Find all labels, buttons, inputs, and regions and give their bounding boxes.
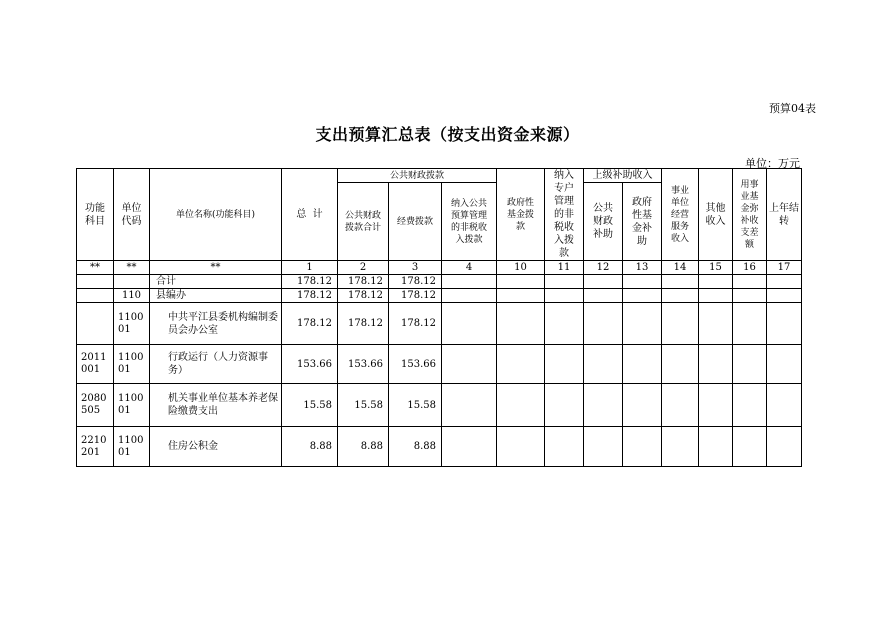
table-row-housing: [77, 427, 802, 467]
unit-name-cell: 中共平江县委机构编制委员会办公室: [150, 303, 282, 345]
index-cell: 2: [338, 261, 389, 275]
operating-funds-cell: 178.12: [389, 275, 442, 289]
total-cell: 178.12: [282, 303, 338, 345]
table-row-county: [77, 289, 802, 303]
budget-summary-table: [76, 168, 802, 467]
index-cell: 16: [733, 261, 767, 275]
public-fiscal-total-cell: 178.12: [338, 275, 389, 289]
header-public-fiscal: 公共财政拨款: [338, 169, 497, 183]
unit-code-cell: 1100 01: [114, 345, 150, 384]
func-code-cell: 2080 505: [77, 384, 114, 427]
table-row-admin: [77, 345, 802, 384]
budget-table-number: 预算04表: [769, 102, 816, 115]
func-code-cell: [77, 289, 114, 303]
table-row-office: [77, 303, 802, 345]
index-cell: **: [77, 261, 114, 275]
index-cell: 13: [623, 261, 662, 275]
unit-code-cell: 110: [114, 289, 150, 303]
total-cell: 178.12: [282, 289, 338, 303]
header-prev-balance: 上年结 转: [767, 169, 802, 261]
page-title: 支出预算汇总表（按支出资金来源）: [315, 125, 580, 144]
unit-name-cell: 行政运行（人力资源事务）: [150, 345, 282, 384]
header-other-income: 其他 收入: [699, 169, 733, 261]
operating-funds-cell: 15.58: [389, 384, 442, 427]
func-code-cell: [77, 275, 114, 289]
header-unit-code: 单位 代码: [114, 169, 150, 261]
index-cell: 14: [662, 261, 699, 275]
unit-name-cell: 住房公积金: [150, 427, 282, 467]
unit-code-cell: 1100 01: [114, 384, 150, 427]
operating-funds-cell: 178.12: [389, 303, 442, 345]
header-business-income: 事业 单位 经营 服务 收入: [662, 169, 699, 261]
header-public-fiscal-subsidy: 公共 财政 补助: [584, 183, 623, 261]
func-code-cell: 2210 201: [77, 427, 114, 467]
index-cell: **: [150, 261, 282, 275]
unit-code-cell: 1100 01: [114, 303, 150, 345]
index-cell: 11: [545, 261, 584, 275]
public-fiscal-total-cell: 153.66: [338, 345, 389, 384]
header-gov-fund: 政府性 基金拨 款: [497, 169, 545, 261]
public-fiscal-total-cell: 8.88: [338, 427, 389, 467]
index-cell: 15: [699, 261, 733, 275]
header-func-code: 功能 科目: [77, 169, 114, 261]
index-cell: 4: [442, 261, 497, 275]
header-row-1: [77, 169, 802, 183]
header-special-account: 纳入 专户 管理 的非 税收 入拨 款: [545, 169, 584, 261]
total-cell: 153.66: [282, 345, 338, 384]
index-cell: 17: [767, 261, 802, 275]
total-cell: 8.88: [282, 427, 338, 467]
unit-code-cell: 1100 01: [114, 427, 150, 467]
header-gov-fund-subsidy: 政府 性基 金补 助: [623, 183, 662, 261]
total-cell: 15.58: [282, 384, 338, 427]
header-business-fund: 用事 业基 金弥 补收 支差 额: [733, 169, 767, 261]
unit-code-cell: [114, 275, 150, 289]
unit-name-cell: 合计: [150, 275, 282, 289]
index-cell: 3: [389, 261, 442, 275]
header-public-fiscal-total: 公共财政 拨款合计: [338, 183, 389, 261]
table-row-pension: [77, 384, 802, 427]
func-code-cell: [77, 303, 114, 345]
index-cell: **: [114, 261, 150, 275]
header-superior-subsidy: 上级补助收入: [584, 169, 662, 183]
header-non-tax-income: 纳入公共 预算管理 的非税收 入拨款: [442, 183, 497, 261]
header-operating-funds: 经费拨款: [389, 183, 442, 261]
operating-funds-cell: 178.12: [389, 289, 442, 303]
unit-name-cell: 机关事业单位基本养老保险缴费支出: [150, 384, 282, 427]
index-cell: 12: [584, 261, 623, 275]
unit-label: 单位：万元: [745, 157, 800, 170]
unit-name-cell: 县编办: [150, 289, 282, 303]
index-row: [77, 261, 802, 275]
header-unit-name: 单位名称(功能科目): [150, 169, 282, 261]
public-fiscal-total-cell: 178.12: [338, 289, 389, 303]
public-fiscal-total-cell: 15.58: [338, 384, 389, 427]
operating-funds-cell: 8.88: [389, 427, 442, 467]
index-cell: 1: [282, 261, 338, 275]
total-cell: 178.12: [282, 275, 338, 289]
operating-funds-cell: 153.66: [389, 345, 442, 384]
func-code-cell: 2011 001: [77, 345, 114, 384]
index-cell: 10: [497, 261, 545, 275]
public-fiscal-total-cell: 178.12: [338, 303, 389, 345]
table-row-total: [77, 275, 802, 289]
header-total: 总 计: [282, 169, 338, 261]
